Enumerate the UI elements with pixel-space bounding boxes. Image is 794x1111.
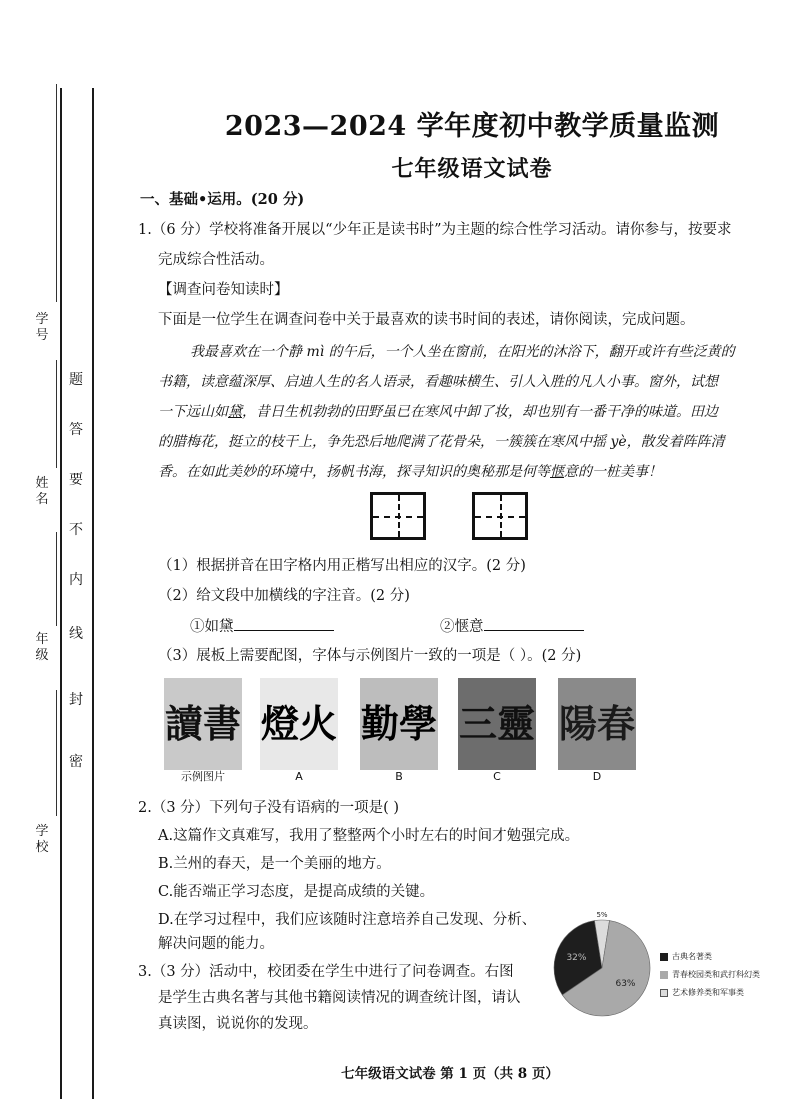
passage-line1: 我最喜欢在一个静 mì 的午后，一个人坐在窗前，在阳光的沐浴下，翻开或许有些泛黄的: [190, 344, 735, 360]
seal-char-bu: 不: [69, 522, 83, 538]
q3-line2: 是学生古典名著与其他书籍阅读情况的调查统计图，请认: [158, 990, 521, 1006]
passage-line4: 的腊梅花，挺立的枝干上，争先恐后地爬满了花骨朵，一簇簇在寒风中摇 yè，散发着阵阵清: [158, 434, 725, 450]
tianzige-box-2[interactable]: [472, 492, 528, 540]
calligraphy-option-a-image[interactable]: 燈火: [260, 678, 338, 770]
caption-d: D: [592, 770, 602, 783]
q1-sub2: （2）给文段中加横线的字注音。(2 分): [158, 588, 410, 604]
student-no-blank: [56, 84, 57, 302]
q2-option-c: C.能否端正学习态度，是提高成绩的关键。: [158, 884, 435, 900]
answer-blank-b[interactable]: [484, 616, 584, 631]
q2-option-a: A.这篇作文真难写，我用了整整两个小时左右的时间才勉强完成。: [158, 828, 580, 844]
pie-label-2: 5%: [596, 912, 608, 919]
calligraphy-option-d-image[interactable]: 陽春: [558, 678, 636, 770]
q1-sub2-a: ①如黛: [190, 616, 334, 637]
q3-line1: 3.（3 分）活动中，校团委在学生中进行了问卷调查。右图: [138, 964, 514, 980]
seal-char-ti: 题: [69, 372, 83, 388]
passage-line2: 书籍，读意蕴深厚、启迪人生的名人语录，看趣味横生、引人入胜的凡人小事。窗外，试想: [158, 374, 718, 390]
q2-option-b: B.兰州的春天，是一个美丽的地方。: [158, 856, 391, 872]
binding-line-right: [92, 88, 94, 1099]
q1-sub1: （1）根据拼音在田字格内用正楷写出相应的汉字。(2 分): [158, 558, 526, 574]
caption-b: B: [395, 770, 403, 783]
grade-label: 年级: [35, 632, 49, 663]
pie-label-1: 63%: [615, 978, 636, 989]
q1-line2: 完成综合性活动。: [158, 252, 274, 268]
legend-item-arts: 艺术修养类和军事类: [660, 988, 744, 998]
legend-swatch-arts: [660, 989, 668, 997]
q2-option-d-line1: D.在学习过程中，我们应该随时注意培养自己发现、分析、: [158, 912, 537, 928]
q3-line3: 真读图，说说你的发现。: [158, 1016, 318, 1032]
q2-option-d-line2: 解决问题的能力。: [158, 936, 274, 952]
legend-swatch-youth: [660, 971, 668, 979]
q1-line1: 1.（6 分）学校将准备开展以“少年正是读书时”为主题的综合性学习活动。请你参与，按要求: [138, 222, 732, 238]
section-heading: 一、基础•运用。(20 分): [140, 191, 305, 208]
school-label: 学校: [35, 824, 49, 855]
caption-a: A: [295, 770, 303, 783]
seal-char-da: 答: [69, 422, 83, 438]
seal-char-xian: 线: [69, 626, 83, 642]
passage-line3: 一下远山如黛，昔日生机勃勃的田野虽已在寒风中卸了妆，却也别有一番干净的味道。田边: [158, 404, 718, 420]
q2-stem: 2.（3 分）下列句子没有语病的一项是( ): [138, 800, 400, 816]
seal-char-nei: 内: [69, 572, 83, 588]
student-no-label: 学号: [35, 312, 49, 343]
reading-survey-pie-chart: [552, 912, 652, 1024]
pie-label-0: 32%: [566, 952, 587, 963]
legend-swatch-classics: [660, 953, 668, 961]
legend-item-classics: 古典名著类: [660, 952, 712, 962]
legend-item-youth: 青春校园类和武打科幻类: [660, 970, 760, 980]
q1-sub2-b: ②惬意: [440, 616, 584, 637]
caption-c: C: [493, 770, 501, 783]
caption-example: 示例图片: [181, 770, 225, 783]
calligraphy-example-image: 讀書: [164, 678, 242, 770]
passage-line5: 香。在如此美妙的环境中，扬帆书海，探寻知识的奥秘那是何等惬意的一桩美事！: [158, 464, 662, 480]
q1-intro: 下面是一位学生在调查问卷中关于最喜欢的读书时间的表述，请你阅读，完成问题。: [158, 312, 695, 328]
seal-char-yao: 要: [69, 472, 83, 488]
answer-blank-a[interactable]: [234, 616, 334, 631]
q1-sub3: （3）展板上需要配图，字体与示例图片一致的一项是（ ）。(2 分): [158, 648, 582, 664]
tianzige-box-1[interactable]: [370, 492, 426, 540]
name-blank: [56, 360, 57, 468]
school-blank: [56, 690, 57, 816]
grade-blank: [56, 532, 57, 626]
calligraphy-option-c-image[interactable]: 三靈: [458, 678, 536, 770]
underlined-char-dai: 黛: [228, 404, 242, 420]
exam-title: 2023—2024 学年度初中教学质量监测: [224, 111, 720, 142]
page-footer: 七年级语文试卷 第 1 页（共 8 页）: [341, 1066, 559, 1082]
name-label: 姓名: [35, 476, 49, 507]
binding-line-left: [60, 88, 62, 1099]
q1-tag: 【调查问卷知读时】: [158, 282, 289, 298]
seal-char-mi: 密: [69, 754, 83, 770]
seal-char-feng: 封: [69, 692, 83, 708]
underlined-char-qie: 惬: [550, 464, 564, 480]
exam-subtitle: 七年级语文试卷: [391, 156, 553, 182]
calligraphy-option-b-image[interactable]: 勤學: [360, 678, 438, 770]
